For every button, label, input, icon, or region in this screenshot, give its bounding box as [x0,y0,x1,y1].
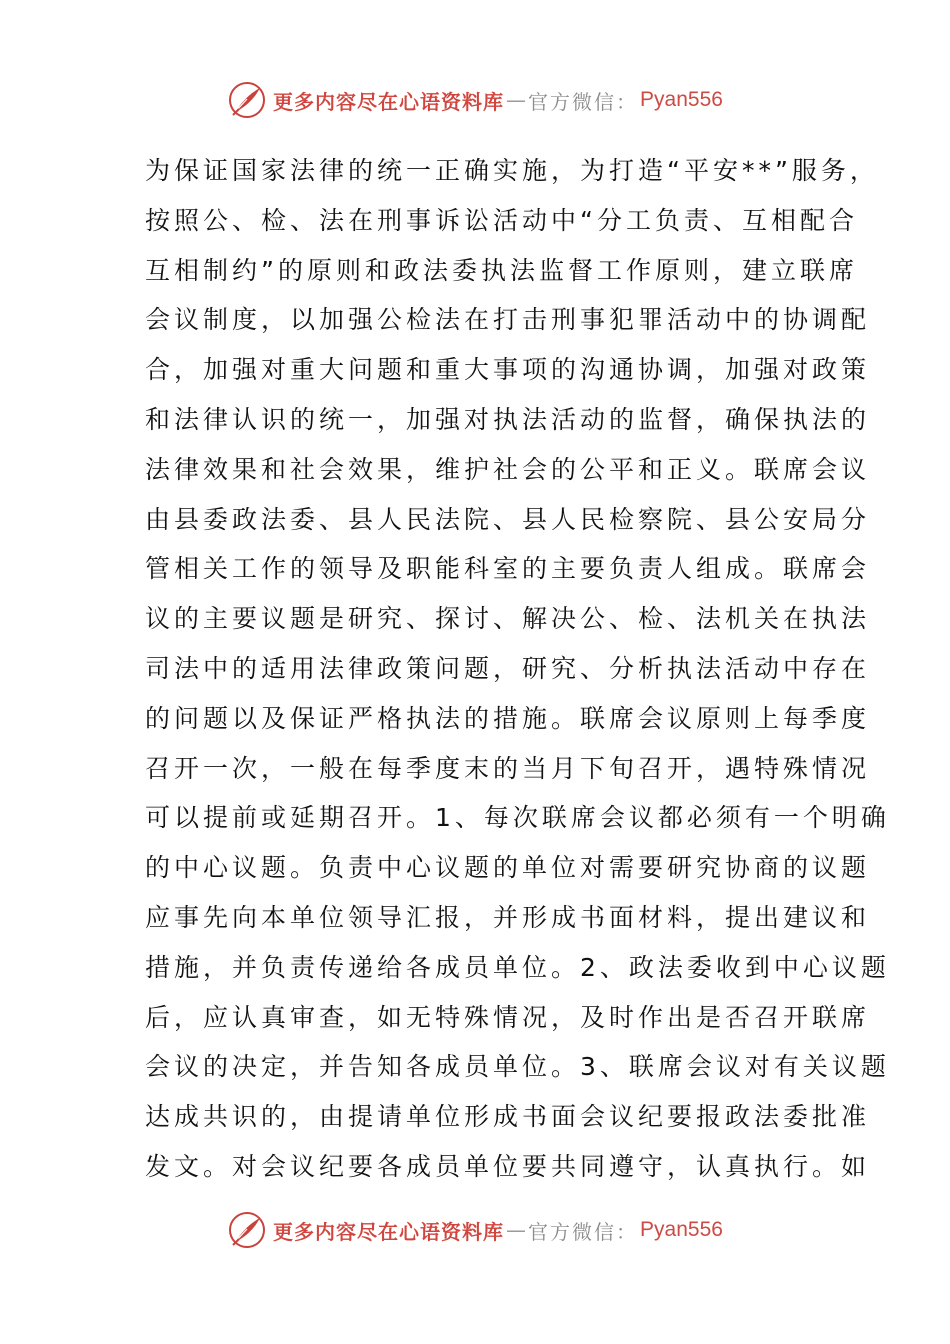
body-line: 后，应认真审查，如无特殊情况，及时作出是否召开联席 [145,1002,871,1032]
body-line: 互相制约”的原则和政法委执法监督工作原则，建立联席 [145,255,858,285]
body-line: 按照公、检、法在刑事诉讼活动中“分工负责、互相配合 [145,205,858,235]
watermark-site-text: 更多内容尽在心语资料库 [273,89,505,114]
body-line: 会议制度，以加强公检法在打击刑事犯罪活动中的协调配 [145,305,871,335]
quill-pen-icon [227,1210,267,1250]
body-line: 达成共识的，由提请单位形成书面会议纪要报政法委批准 [145,1102,871,1132]
body-line: 发文。对会议纪要各成员单位要共同遵守，认真执行。如 [145,1151,871,1181]
watermark-separator: — [506,88,527,112]
body-line: 可以提前或延期召开。1、每次联席会议都必须有一个明确 [145,803,890,833]
body-line: 应事先向本单位领导汇报，并形成书面材料，提出建议和 [145,902,871,932]
watermark-wechat-label: 官方微信： [528,89,639,114]
watermark-wechat-id: Pyan556 [640,88,723,111]
body-line: 召开一次，一般在每季度末的当月下旬召开，遇特殊情况 [145,753,871,783]
body-line: 管相关工作的领导及职能科室的主要负责人组成。联席会 [145,554,871,584]
watermark-wechat-label: 官方微信： [528,1219,639,1244]
watermark-separator: — [506,1218,527,1242]
body-line: 为保证国家法律的统一正确实施，为打造“平安**”服务， [145,156,879,185]
body-line: 议的主要议题是研究、探讨、解决公、检、法机关在执法 [145,604,871,634]
document-body [145,146,890,1192]
body-line: 由县委政法委、县人民法院、县人民检察院、县公安局分 [145,504,871,534]
body-line: 的问题以及保证严格执法的措施。联席会议原则上每季度 [145,703,871,733]
watermark-wechat-id: Pyan556 [640,1218,723,1241]
body-line: 司法中的适用法律政策问题，研究、分析执法活动中存在 [145,653,871,683]
body-line: 的中心议题。负责中心议题的单位对需要研究协商的议题 [145,853,871,883]
header-watermark [0,78,950,122]
watermark-site-text: 更多内容尽在心语资料库 [273,1219,505,1244]
body-line: 会议的决定，并告知各成员单位。3、联席会议对有关议题 [145,1052,890,1082]
body-line: 和法律认识的统一，加强对执法活动的监督，确保执法的 [145,404,871,434]
body-line: 合，加强对重大问题和重大事项的沟通协调，加强对政策 [145,355,871,385]
footer-watermark [0,1208,950,1252]
body-line: 法律效果和社会效果，维护社会的公平和正义。联席会议 [145,454,871,484]
quill-pen-icon [227,80,267,120]
body-line: 措施，并负责传递给各成员单位。2、政法委收到中心议题 [145,952,890,982]
